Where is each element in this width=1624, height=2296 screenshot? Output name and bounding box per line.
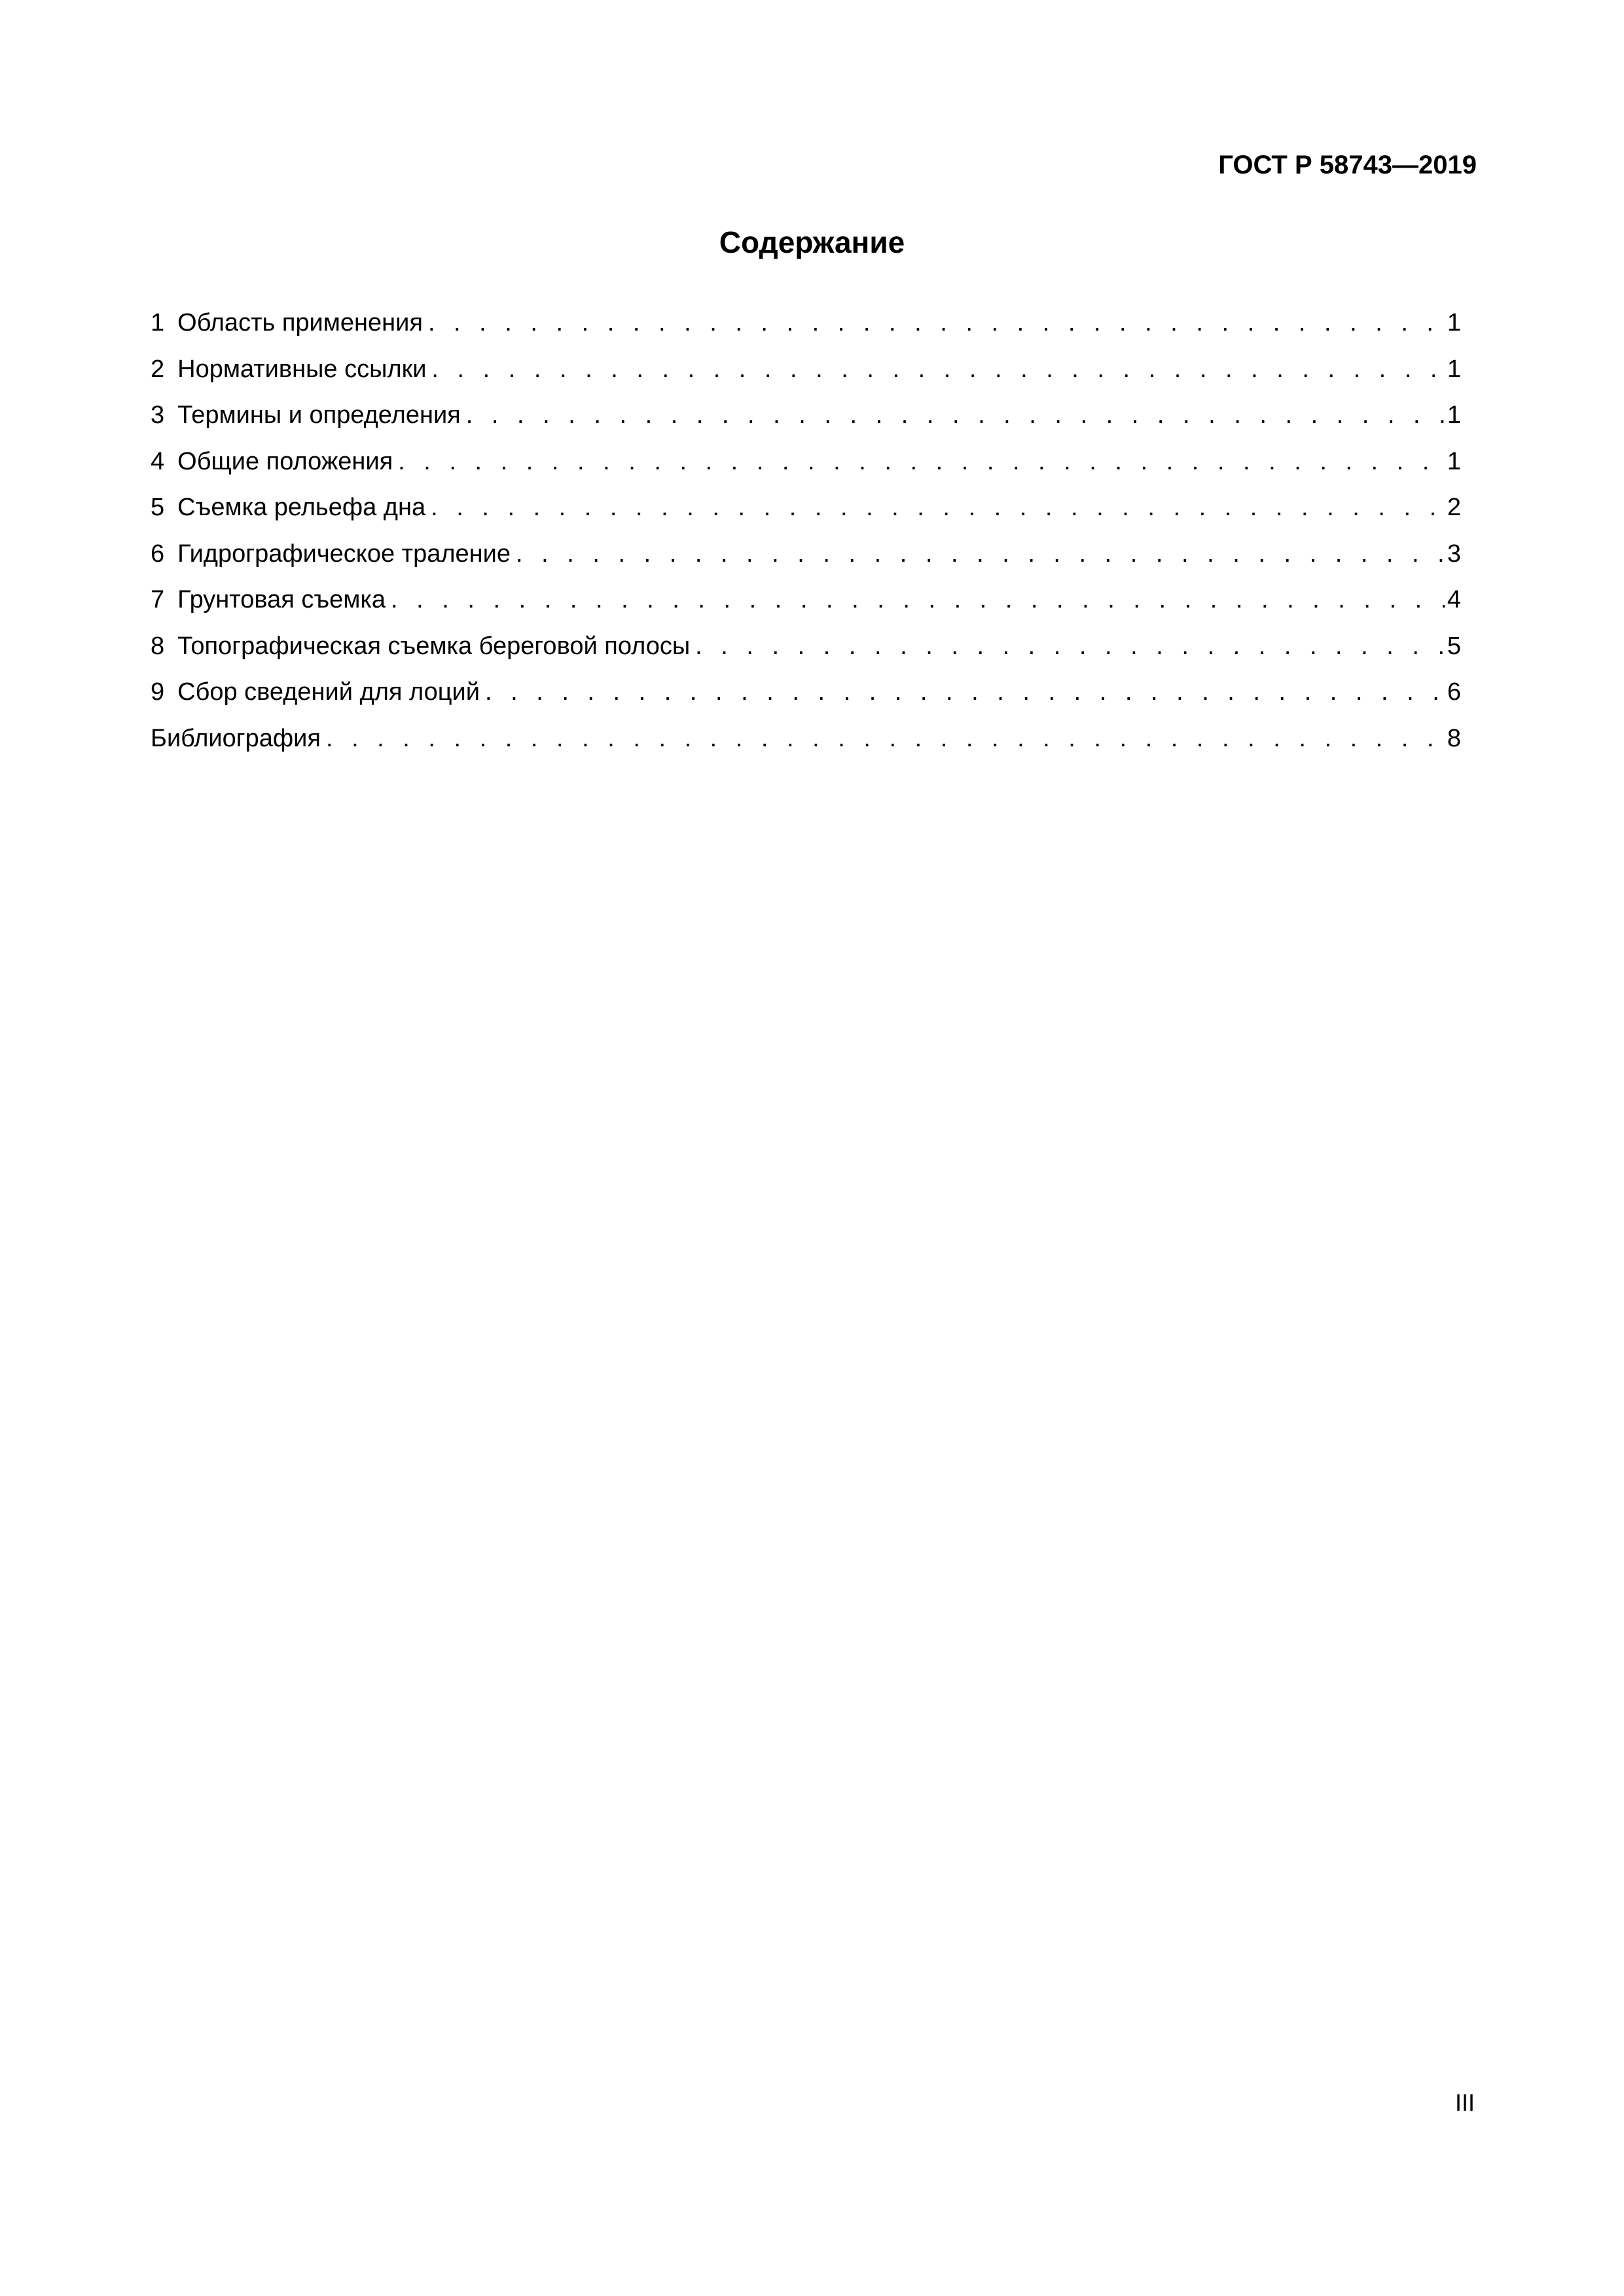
toc-entry-number: 8	[151, 632, 165, 660]
page-number: III	[1454, 2089, 1475, 2116]
toc-entry-title: Библиография	[151, 724, 321, 752]
toc-entry-sailing-directions-data[interactable]	[151, 677, 1461, 723]
document-code: ГОСТ Р 58743—2019	[1218, 151, 1477, 179]
toc-dot-leader	[425, 492, 1445, 522]
toc-entry-terms-definitions[interactable]	[151, 400, 1461, 446]
toc-dot-leader	[480, 677, 1445, 707]
toc-entry-page: 1	[1447, 309, 1461, 337]
toc-entry-title: Съемка рельефа дна	[177, 494, 426, 521]
toc-entry-page: 4	[1447, 586, 1461, 613]
toc-entry-title: Грунтовая съемка	[177, 586, 386, 613]
toc-entry-normative-references[interactable]	[151, 354, 1461, 401]
toc-entry-page: 1	[1447, 355, 1461, 383]
toc-dot-leader	[690, 631, 1445, 661]
toc-entry-general-provisions[interactable]	[151, 446, 1461, 493]
toc-entry-number: 3	[151, 401, 165, 429]
toc-entry-number: 6	[151, 539, 165, 568]
toc-entry-page: 5	[1447, 632, 1461, 660]
toc-entry-soil-survey[interactable]	[151, 585, 1461, 631]
toc-entry-title: Общие положения	[177, 447, 393, 475]
toc-entry-scope[interactable]	[151, 308, 1461, 354]
toc-entry-title: Топографическая съемка береговой полосы	[177, 632, 691, 660]
toc-entry-page: 1	[1447, 447, 1461, 475]
table-of-contents	[151, 308, 1461, 769]
toc-entry-bottom-relief-survey[interactable]	[151, 492, 1461, 539]
toc-entry-page: 2	[1447, 494, 1461, 521]
toc-entry-hydrographic-trawling[interactable]	[151, 539, 1461, 585]
toc-title: Содержание	[719, 225, 905, 259]
toc-entry-title: Термины и определения	[177, 401, 461, 429]
toc-entry-page: 1	[1447, 401, 1461, 429]
toc-entry-number: 4	[151, 447, 165, 475]
toc-entry-number: 7	[151, 586, 165, 613]
toc-entry-page: 8	[1447, 724, 1461, 752]
toc-entry-number: 5	[151, 494, 165, 521]
toc-dot-leader	[386, 585, 1445, 615]
toc-entry-title: Гидрографическое траление	[177, 539, 511, 568]
toc-entry-number: 1	[151, 309, 165, 337]
toc-dot-leader	[393, 446, 1445, 477]
toc-entry-coastal-topographic-survey[interactable]	[151, 631, 1461, 678]
toc-entry-title: Нормативные ссылки	[177, 355, 427, 383]
toc-entry-bibliography[interactable]	[151, 723, 1461, 770]
toc-dot-leader	[461, 400, 1445, 430]
toc-entry-title: Сбор сведений для лоций	[177, 678, 480, 706]
toc-dot-leader	[426, 354, 1444, 384]
toc-entry-title: Область применения	[177, 309, 423, 337]
toc-entry-number: 9	[151, 678, 165, 706]
toc-entry-page: 6	[1447, 678, 1461, 706]
toc-entry-page: 3	[1447, 539, 1461, 568]
toc-dot-leader	[321, 723, 1445, 754]
toc-dot-leader	[423, 308, 1445, 338]
toc-dot-leader	[511, 539, 1445, 569]
toc-entry-number: 2	[151, 355, 165, 383]
